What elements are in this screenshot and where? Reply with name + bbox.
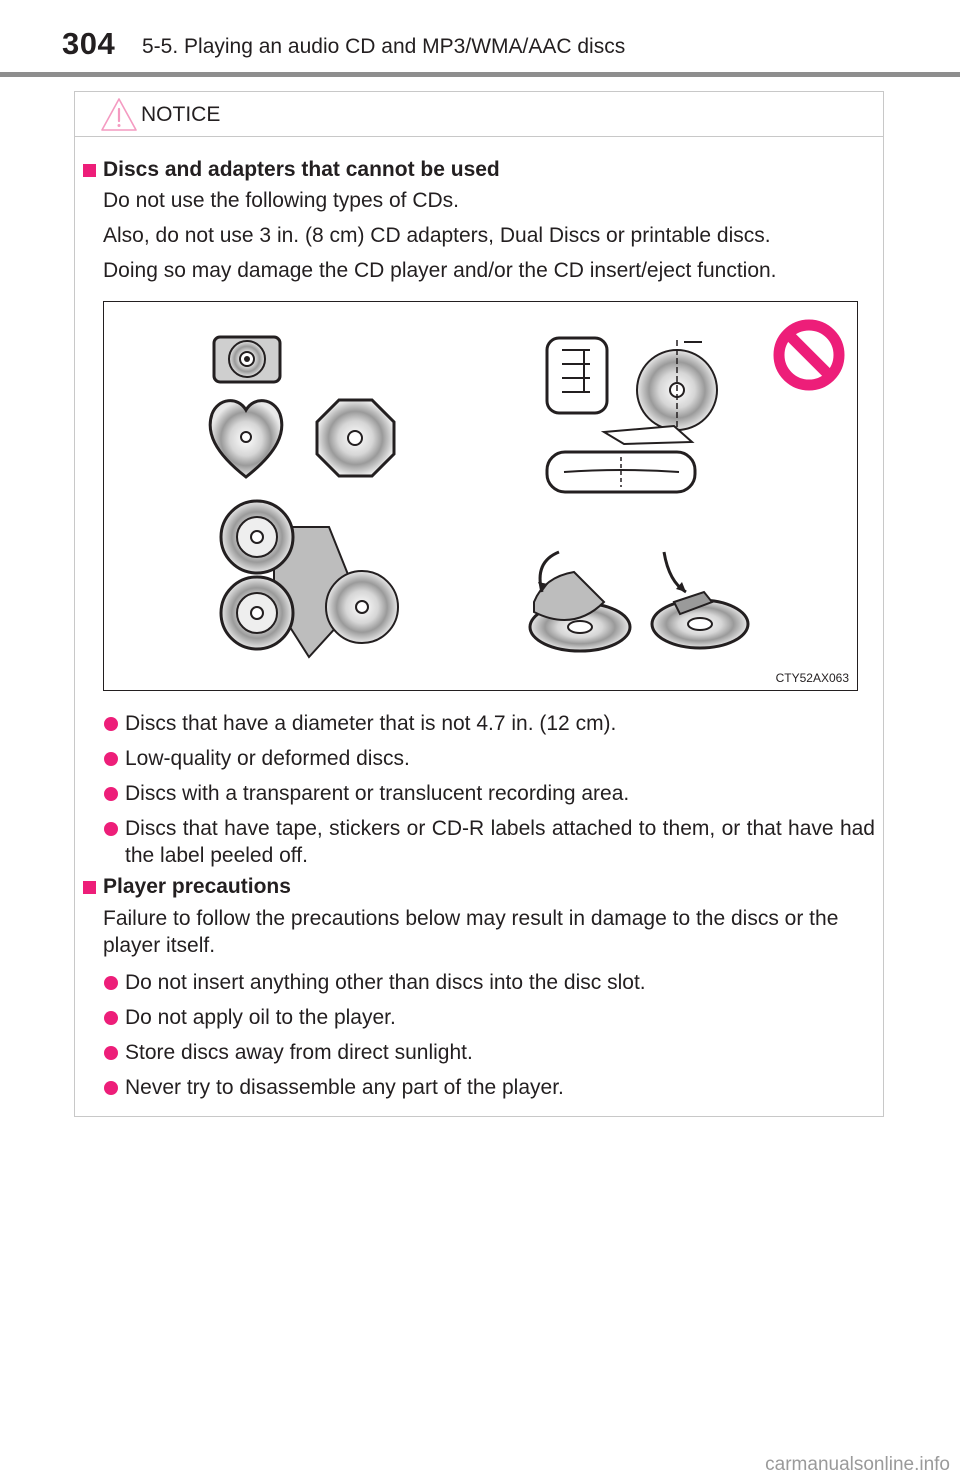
list-item: Discs that have a diameter that is not 4.7 in. (12 cm). (125, 712, 617, 735)
discs-intro-1: Do not use the following types of CDs. (103, 189, 460, 212)
list-bullet (104, 1081, 118, 1095)
list-bullet (104, 1011, 118, 1025)
watermark: carmanualsonline.info (765, 1454, 950, 1475)
notice-header (75, 92, 883, 137)
list-item: Discs with a transparent or translucent recording area. (125, 782, 630, 805)
player-heading: Player precautions (103, 875, 291, 898)
discs-intro-2: Also, do not use 3 in. (8 cm) CD adapters, Dual Discs or printable discs. (103, 224, 771, 247)
list-item: Store discs away from direct sunlight. (125, 1041, 473, 1064)
list-bullet (104, 1046, 118, 1060)
taped-disc (652, 552, 748, 648)
notice-label: NOTICE (141, 103, 221, 126)
cd-adapter-discs (221, 501, 398, 657)
deformed-disc-callout (547, 338, 717, 492)
warning-triangle-icon (99, 96, 139, 134)
section-bullet (83, 881, 96, 894)
list-item: Never try to disassemble any part of the player. (125, 1076, 564, 1099)
list-bullet (104, 787, 118, 801)
discs-illustration-drawing (104, 302, 859, 692)
list-bullet (104, 752, 118, 766)
page-header (0, 0, 960, 78)
list-bullet (104, 822, 118, 836)
list-bullet (104, 717, 118, 731)
polygon-shaped-disc (317, 400, 394, 476)
small-square-disc (214, 337, 280, 382)
page-number: 304 (62, 26, 116, 61)
header-rule (0, 72, 960, 77)
player-intro: Failure to follow the precautions below may result in damage to the discs or the player itself. (103, 907, 839, 957)
list-bullet (104, 976, 118, 990)
list-item: Discs that have tape, stickers or CD-R labels attached to them, or that have had the label peeled off. (125, 817, 875, 867)
figure-code: CTY52AX063 (775, 671, 849, 685)
discs-intro-3: Doing so may damage the CD player and/or the CD insert/eject function. (103, 259, 777, 282)
list-item: Low-quality or deformed discs. (125, 747, 410, 770)
unusable-discs-illustration (103, 301, 858, 691)
discs-heading: Discs and adapters that cannot be used (103, 158, 500, 181)
section-bullet (83, 164, 96, 177)
list-item: Do not insert anything other than discs into the disc slot. (125, 971, 646, 994)
section-title: 5-5. Playing an audio CD and MP3/WMA/AAC discs (142, 35, 626, 58)
list-item: Do not apply oil to the player. (125, 1006, 396, 1029)
prohibition-icon (779, 325, 839, 385)
label-peeled-disc (530, 552, 630, 651)
heart-shaped-disc (210, 401, 282, 477)
